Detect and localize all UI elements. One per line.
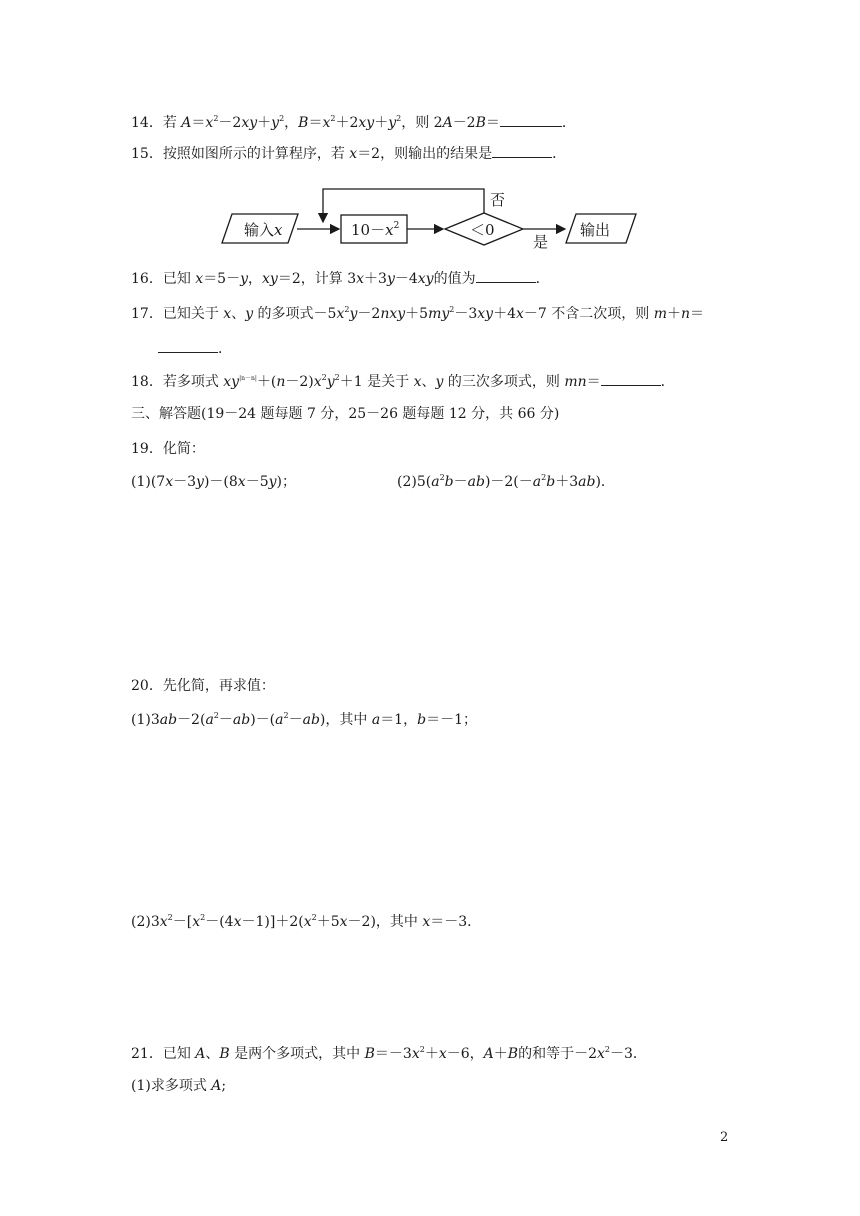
no-label: 否	[490, 191, 506, 209]
loop-back-arrow	[323, 189, 484, 222]
condition-text: ＜0	[470, 221, 495, 239]
question-21: 21．已知 A、B 是两个多项式，其中 $B=-3x^2+x-6$，A＋B的和等于$-2x^2-3$．	[131, 1045, 647, 1062]
yes-label: 是	[533, 233, 549, 251]
output-text: 输出	[580, 221, 611, 239]
question-15: 15．按照如图所示的计算程序，若 x＝2，则输出的结果是 ．	[131, 146, 567, 162]
section-3-title: 三、解答题(19－24 题每题 7 分，25－26 题每题 12 分，共 66 分)	[131, 406, 560, 422]
process-text: $10-x^2$	[351, 221, 400, 239]
flowchart	[0, 0, 860, 260]
answer-blank-17[interactable]	[158, 340, 218, 353]
answer-blank-16[interactable]	[476, 270, 536, 283]
question-19-title: 19．化简：	[131, 441, 205, 457]
question-14: 14．若 $A=x^2-2xy+y^2$，$B=x^2+2xy+y^2$，则 2A－2B＝ ．	[131, 114, 576, 131]
question-19-part-1: (1)(7x－3y)－(8x－5y)；	[131, 474, 297, 490]
question-20-part-1: $(1)3ab-2(a^2-ab)-(a^2-ab)$，其中 a＝1，b＝－1；	[131, 711, 477, 728]
question-17-answer-line: ．	[158, 339, 232, 359]
question-20-part-2: $(2)3x^2-[x^2-(4x-1)]+2(x^2+5x-2)$，其中 x＝－3．	[131, 913, 482, 930]
input-text: 输入x	[244, 221, 283, 239]
question-18: 18．若多项式 $xy^{|n-n|}+(n-2)x^2y^2+1$ 是关于 x、y 的三次多项式，则 mn＝ ．	[131, 373, 675, 390]
question-17: 17．已知关于 x、y 的多项式$-5x^2y-2nxy+5my^2-3xy+4x-7$ 不含二次项，则 m＋n＝	[131, 305, 705, 322]
question-20-title: 20．先化简，再求值：	[131, 678, 275, 694]
answer-blank-18[interactable]	[601, 373, 661, 386]
page-number: 2	[720, 1130, 729, 1145]
question-16: 16．已知 x＝5－y，xy＝2，计算 3x＋3y－4xy的值为 ．	[131, 271, 550, 287]
question-21-part-1: (1)求多项式 A;	[131, 1078, 227, 1094]
question-19-part-2: $(2)5(a^2b-ab)-2(-a^2b+3ab)$．	[397, 473, 615, 490]
